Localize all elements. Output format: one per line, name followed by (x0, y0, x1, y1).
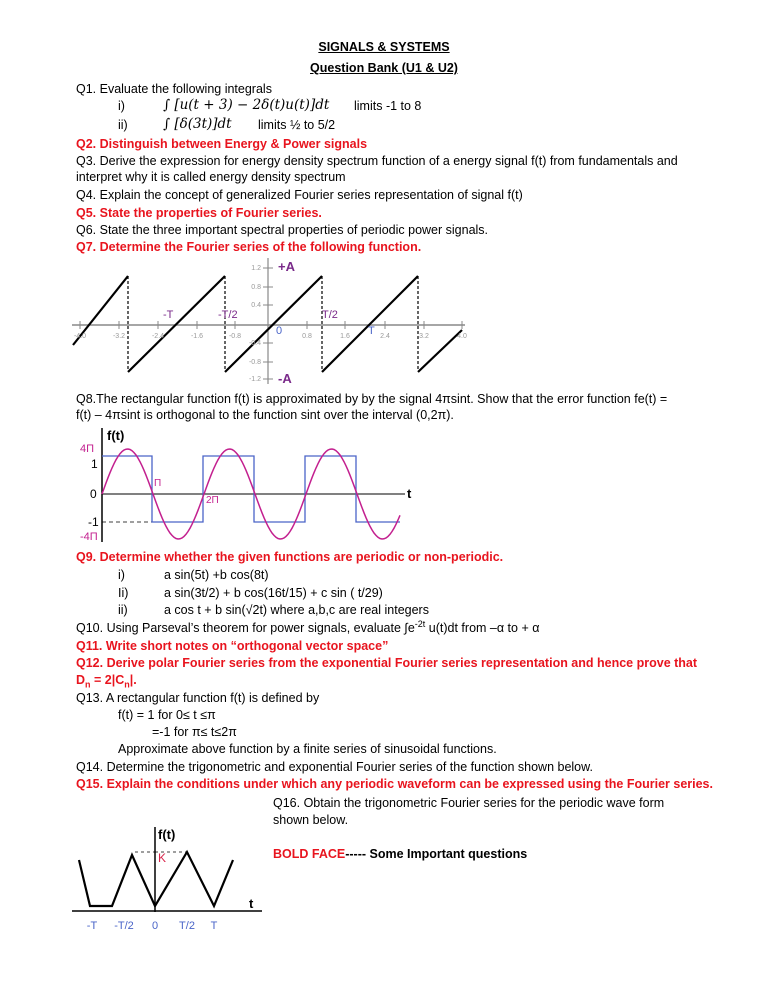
tick-t-half: T/2 (179, 920, 195, 932)
y-tick: -0.4 (248, 340, 261, 347)
important-note: BOLD FACE----- Some Important questions (273, 847, 528, 861)
q9-item-3-expression: a cos t + b sin(√2t) where a,b,c are real integers (164, 603, 429, 617)
question-10: Q10. Using Parseval’s theorem for power signals, evaluate $\int e^{-2t}$ u(t)dt from –α to + α (76, 618, 540, 635)
question-3-line-2: interpret why it is called energy density spectrum (76, 170, 346, 184)
question-16-line-2: shown below. (273, 813, 349, 827)
question-8-line-1: Q8.The rectangular function f(t) is approximated by by the signal 4πsint. Show that the error function fe(t) = (76, 392, 668, 406)
plus-a-label: +A (278, 259, 295, 274)
sawtooth-figure (60, 256, 480, 386)
q13-line-1: f(t) = 1 for 0≤ t ≤π (118, 708, 216, 722)
question-13: Q13. A rectangular function f(t) is defined by (76, 691, 320, 705)
y-label-minus-1: -1 (88, 515, 99, 529)
x-label-pi: Π (154, 478, 162, 489)
minus-a-label: -A (278, 371, 292, 386)
t-axis-label: t (407, 486, 412, 501)
y-tick: 1.2 (251, 265, 261, 272)
x-label-2pi: 2Π (206, 495, 219, 506)
triangle-wave-figure (65, 825, 275, 935)
q9-item-3-label: ii) (118, 603, 128, 617)
tick-t: T (210, 920, 218, 932)
marker-t: T (368, 325, 375, 337)
q9-item-1-expression: a sin(5t) +b cos(8t) (164, 568, 269, 582)
question-8-line-2: f(t) – 4πsint is orthogonal to the function sint over the interval (0,2π). (76, 408, 454, 422)
question-14: Q14. Determine the trigonometric and exponential Fourier series of the function shown below. (76, 760, 593, 774)
f-of-t-label: f(t) (158, 827, 176, 842)
question-2: Q2. Distinguish between Energy & Power signals (76, 137, 368, 151)
page-subtitle: Question Bank (U1 & U2) (310, 61, 458, 75)
x-tick: 3.2 (419, 333, 429, 340)
tick-zero: 0 (151, 920, 159, 932)
q9-item-1-label: i) (118, 568, 125, 582)
tick-minus-t: -T (86, 920, 98, 932)
x-tick: -1.6 (190, 333, 204, 340)
question-3-line-1: Q3. Derive the expression for energy density spectrum function of a energy signal f(t) from fundamentals and (76, 154, 678, 168)
question-1: Q1. Evaluate the following integrals (76, 82, 272, 96)
x-tick: 4.0 (457, 333, 467, 340)
t-axis-label: t (249, 896, 254, 911)
question-16-line-1: Q16. Obtain the trigonometric Fourier series for the periodic wave form (273, 796, 665, 810)
question-11: Q11. Write short notes on “orthogonal vector space” (76, 639, 389, 653)
q9-item-2-expression: a sin(3t/2) + b cos(16t/15) + c sin ( t/29) (164, 586, 383, 600)
q1-ii-limits: limits ½ to 5/2 (258, 118, 336, 132)
x-tick: -0.8 (228, 333, 242, 340)
question-12-line-2: $D_n = 2|C_n|$. (76, 673, 137, 690)
x-tick: -3.2 (112, 333, 126, 340)
question-12-line-1: Q12. Derive polar Fourier series from the exponential Fourier series representation and hence prove that (76, 656, 698, 670)
peak-k-label: K (158, 851, 167, 865)
question-6: Q6. State the three important spectral properties of periodic power signals. (76, 223, 489, 237)
marker-t-half: T/2 (322, 309, 338, 321)
q9-item-2-label: Ii) (118, 586, 129, 600)
question-7: Q7. Determine the Fourier series of the following function. (76, 240, 422, 254)
page-title: SIGNALS & SYSTEMS (318, 40, 450, 54)
x-tick: 2.4 (380, 333, 390, 340)
y-tick: 0.8 (251, 284, 261, 291)
marker-minus-t-half: -T/2 (218, 309, 238, 321)
y-tick: 0.4 (251, 302, 261, 309)
y-label-4pi: 4Π (80, 443, 95, 455)
x-tick: 1.6 (340, 333, 350, 340)
question-15: Q15. Explain the conditions under which any periodic waveform can be expressed using the Fourier series. (76, 777, 713, 791)
q1-ii-expression: ∫ [δ(3t)]dt (163, 116, 232, 132)
tick-minus-t-half: -T/2 (114, 920, 134, 932)
y-tick: -1.2 (248, 376, 261, 383)
marker-zero: 0 (276, 325, 283, 337)
q1-i-limits: limits -1 to 8 (354, 99, 422, 113)
x-tick: -2.4 (151, 333, 165, 340)
q1-ii-label: ii) (118, 118, 128, 132)
q13-line-3: Approximate above function by a finite series of sinusoidal functions. (118, 742, 497, 756)
f-of-t-label: f(t) (107, 428, 125, 443)
y-label-0: 0 (90, 487, 97, 501)
q1-i-label: i) (118, 99, 125, 113)
question-5: Q5. State the properties of Fourier series. (76, 206, 322, 220)
q13-line-2: =-1 for π≤ t≤2π (152, 725, 237, 739)
question-9: Q9. Determine whether the given functions are periodic or non-periodic. (76, 550, 504, 564)
question-4: Q4. Explain the concept of generalized Fourier series representation of signal f(t) (76, 188, 523, 202)
x-tick: 0.8 (302, 333, 312, 340)
y-label-1: 1 (91, 457, 98, 471)
marker-minus-t: -T (163, 309, 174, 321)
y-label-minus-4pi: -4Π (80, 531, 98, 543)
y-tick: -0.8 (248, 359, 261, 366)
x-tick: -4.0 (73, 333, 87, 340)
square-sine-figure (60, 425, 430, 545)
q1-i-expression: ∫ [u(t + 3) − 2δ(t)u(t)]dt (163, 97, 330, 113)
